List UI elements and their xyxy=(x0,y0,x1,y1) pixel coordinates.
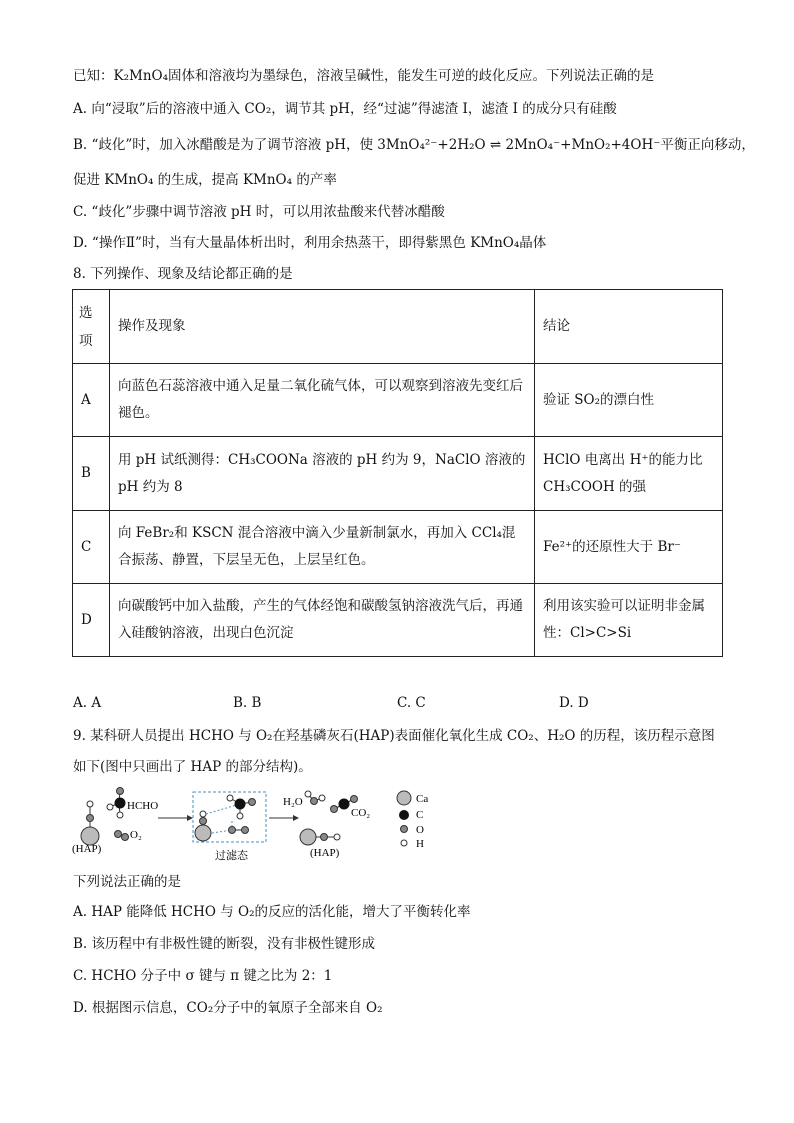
row-operation: 向碳酸钙中加入盐酸，产生的气体经饱和碳酸氢钠溶液洗气后，再通入硅酸钠溶液，出现白色沉淀 xyxy=(110,584,535,657)
o2-label: O₂ xyxy=(130,829,142,841)
transition-state-label: 过滤态 xyxy=(215,850,248,862)
table-row xyxy=(73,584,723,657)
products-group xyxy=(283,791,370,859)
q9-ask: 下列说法正确的是 xyxy=(73,874,181,890)
header-conclusion: 结论 xyxy=(535,290,723,364)
q7-option-d: D. “操作Ⅱ”时，当有大量晶体析出时，利用余热蒸干，即得紫黑色 KMnO₄晶体 xyxy=(73,235,547,251)
legend-ca: Ca xyxy=(416,793,429,805)
table-row xyxy=(73,511,723,584)
co2-label: CO₂ xyxy=(351,807,371,819)
q7-intro: 已知：K₂MnO₄固体和溶液均为墨绿色，溶液呈碱性，能发生可逆的歧化反应。下列说法正确的是 xyxy=(73,68,654,84)
q8-option-c: C. C xyxy=(397,695,426,711)
table-row xyxy=(73,364,723,437)
table-header-row xyxy=(73,290,723,364)
reaction-mechanism-diagram xyxy=(70,785,450,865)
q9-stem-line1: 9. 某科研人员提出 HCHO 与 O₂在羟基磷灰石(HAP)表面催化氧化生成 CO₂、H₂O 的历程，该历程示意图 xyxy=(73,728,715,744)
row-option: D xyxy=(73,584,110,657)
row-option: C xyxy=(73,511,110,584)
q8-option-b: B. B xyxy=(233,695,262,711)
hcho-label: HCHO xyxy=(127,800,159,812)
q9-option-c: C. HCHO 分子中 σ 键与 π 键之比为 2：1 xyxy=(73,968,333,984)
row-operation: 向蓝色石蕊溶液中通入足量二氧化硫气体，可以观察到溶液先变红后褪色。 xyxy=(110,364,535,437)
q8-option-d: D. D xyxy=(559,695,589,711)
row-conclusion: HClO 电离出 H⁺的能力比 CH₃COOH 的强 xyxy=(535,437,723,511)
row-conclusion: Fe²⁺的还原性大于 Br⁻ xyxy=(535,511,723,584)
q7-option-b-line1: B. “歧化”时，加入冰醋酸是为了调节溶液 pH，使 3MnO₄²⁻+2H₂O ⇌ 2MnO₄⁻+MnO₂+4OH⁻平衡正向移动， xyxy=(73,137,755,153)
h2o-label: H₂O xyxy=(283,796,303,808)
legend-o: O xyxy=(416,824,424,836)
row-conclusion: 利用该实验可以证明非金属性：Cl>C>Si xyxy=(535,584,723,657)
legend-h: H xyxy=(416,838,424,850)
table-row xyxy=(73,437,723,511)
reactants-group xyxy=(72,788,158,856)
hap-label: (HAP) xyxy=(72,843,102,855)
header-operation: 操作及现象 xyxy=(110,290,535,364)
row-option: B xyxy=(73,437,110,511)
row-operation: 用 pH 试纸测得：CH₃COONa 溶液的 pH 约为 9，NaClO 溶液的 pH 约为 8 xyxy=(110,437,535,511)
q9-option-b: B. 该历程中有非极性键的断裂，没有非极性键形成 xyxy=(73,936,376,952)
hap-product-label: (HAP) xyxy=(310,847,340,859)
transition-state-group xyxy=(193,792,266,862)
q9-option-d: D. 根据图示信息，CO₂分子中的氧原子全部来自 O₂ xyxy=(73,1000,383,1016)
q8-table xyxy=(72,289,723,657)
q8-answer-options xyxy=(73,695,713,713)
legend-c: C xyxy=(416,809,424,821)
reaction-arrow-icon xyxy=(158,815,193,821)
atom-legend xyxy=(397,791,428,850)
row-conclusion: 验证 SO₂的漂白性 xyxy=(535,364,723,437)
q9-stem-line2: 如下(图中只画出了 HAP 的部分结构)。 xyxy=(73,759,312,775)
q7-option-c: C. “歧化”步骤中调节溶液 pH 时，可以用浓盐酸来代替冰醋酸 xyxy=(73,204,445,220)
q9-option-a: A. HAP 能降低 HCHO 与 O₂的反应的活化能，增大了平衡转化率 xyxy=(73,904,471,920)
q7-option-b-line2: 促进 KMnO₄ 的生成，提高 KMnO₄ 的产率 xyxy=(73,172,337,188)
q8-stem: 8. 下列操作、现象及结论都正确的是 xyxy=(73,266,293,282)
row-operation: 向 FeBr₂和 KSCN 混合溶液中滴入少量新制氯水，再加入 CCl₄混合振荡、静置，下层呈无色，上层呈红色。 xyxy=(110,511,535,584)
reaction-arrow-icon xyxy=(269,815,299,821)
row-option: A xyxy=(73,364,110,437)
header-option: 选项 xyxy=(73,290,110,364)
q7-option-a: A. 向“浸取”后的溶液中通入 CO₂，调节其 pH，经“过滤”得滤渣 I，滤渣 I 的成分只有硅酸 xyxy=(73,101,617,117)
q8-option-a: A. A xyxy=(73,695,102,711)
